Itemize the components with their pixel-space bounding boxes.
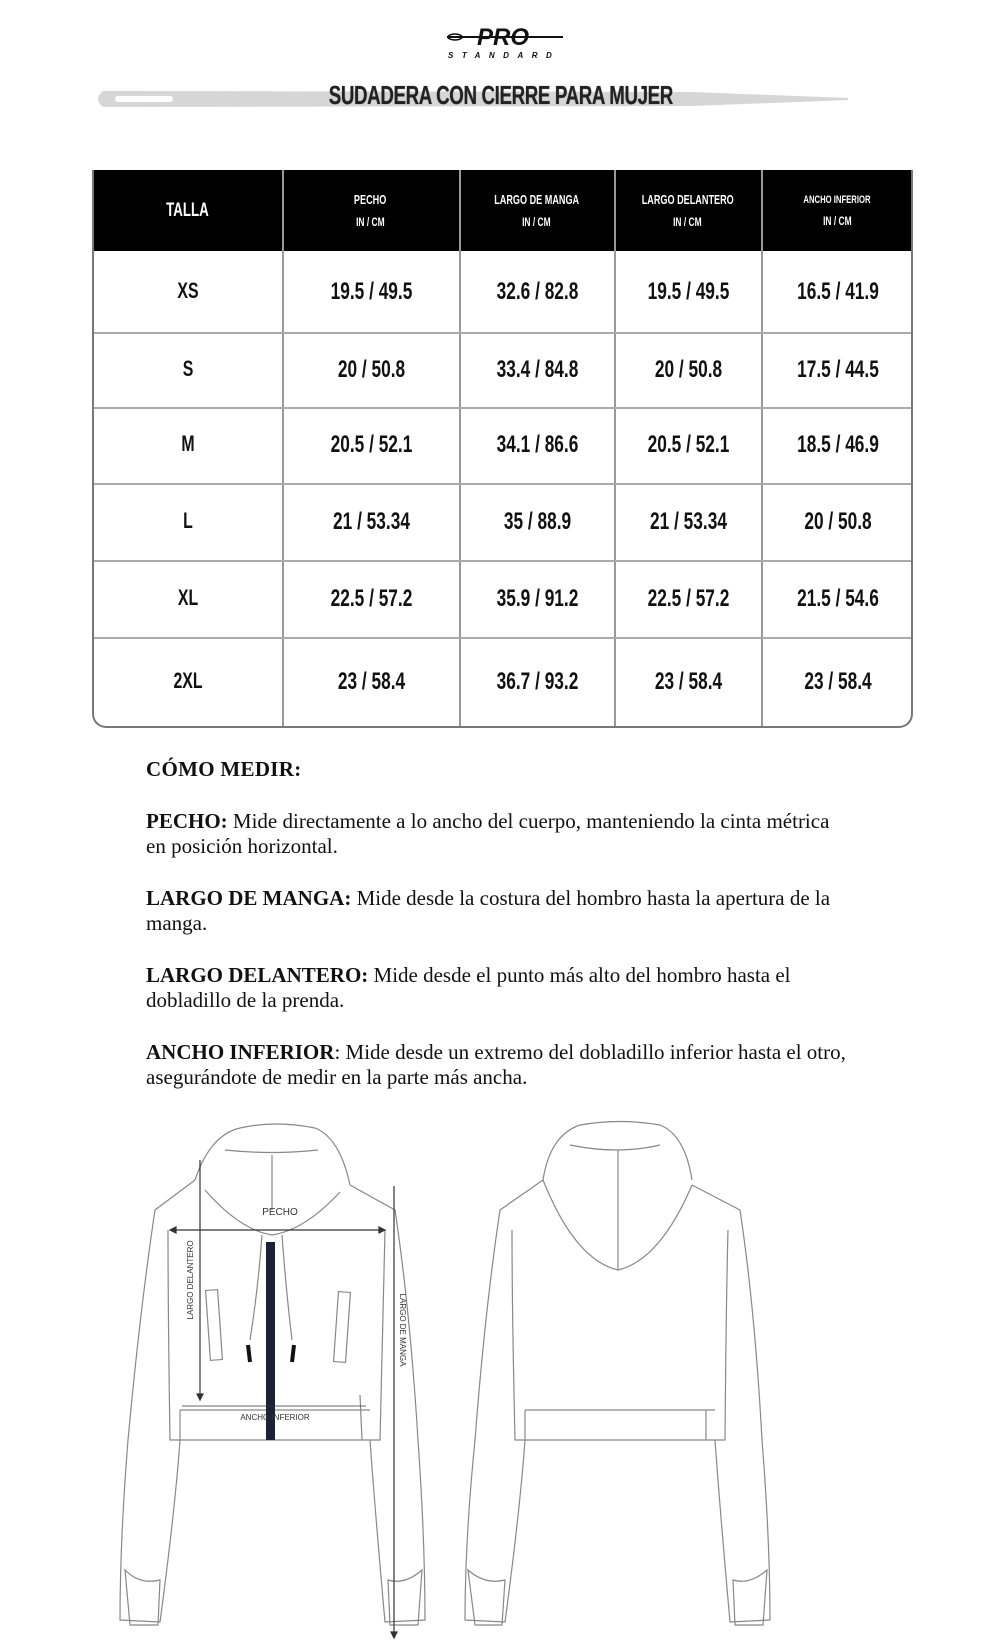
instruction-term: PECHO: <box>146 809 228 833</box>
value-cell-largo-manga: 34.1 / 86.6 <box>496 431 579 458</box>
size-cell: XL <box>177 584 199 610</box>
column-divider <box>761 170 763 728</box>
logo-subtext: STANDARD <box>448 51 561 60</box>
logo-text: PRO <box>476 24 530 51</box>
size-cell: XS <box>177 277 199 303</box>
label-pecho: PECHO <box>262 1207 298 1218</box>
value-cell-largo-delantero: 21 / 53.34 <box>650 507 727 535</box>
value-cell-pecho: 20 / 50.8 <box>337 355 406 383</box>
instruction-term: LARGO DELANTERO: <box>146 963 369 987</box>
row-divider <box>94 483 913 485</box>
value-cell-ancho-inferior: 17.5 / 44.5 <box>797 355 879 383</box>
value-cell-largo-manga: 36.7 / 93.2 <box>496 667 579 695</box>
row-divider <box>94 560 913 562</box>
instruction-term: LARGO DE MANGA: <box>146 886 352 910</box>
size-chart-table <box>92 170 913 728</box>
label-largo-manga: LARGO DE MANGA <box>398 1293 407 1367</box>
header-unit: IN / CM <box>822 213 852 228</box>
value-cell-pecho: 19.5 / 49.5 <box>330 277 413 305</box>
value-cell-pecho: 20.5 / 52.1 <box>330 431 413 458</box>
instruction-text: Mide directamente a lo ancho del cuerpo, manteniendo la cinta métrica en posición horizontal. <box>146 809 830 858</box>
header-ancho-inferior <box>761 170 913 251</box>
header-talla <box>92 170 282 251</box>
value-cell-ancho-inferior: 18.5 / 46.9 <box>797 431 879 458</box>
row-divider <box>94 407 913 409</box>
label-largo-delantero: LARGO DELANTERO <box>186 1240 195 1320</box>
value-cell-largo-manga: 32.6 / 82.8 <box>496 277 579 305</box>
page-title: SUDADERA CON CIERRE PARA MUJER <box>328 80 673 110</box>
hoodie-back-illustration <box>465 1122 770 1626</box>
instruction-ancho-inferior <box>146 1040 846 1090</box>
value-cell-largo-delantero: 22.5 / 57.2 <box>647 584 730 612</box>
instruction-pecho <box>146 809 846 859</box>
value-cell-largo-delantero: 20 / 50.8 <box>654 355 723 383</box>
column-divider <box>282 170 284 728</box>
value-cell-largo-manga: 35 / 88.9 <box>503 507 572 535</box>
hoodie-measurement-diagram <box>100 1110 820 1651</box>
header-pecho <box>282 170 459 251</box>
instruction-text: : Mide desde un extremo del dobladillo inferior hasta el otro, asegurándote de medir en la parte más ancha. <box>146 1040 846 1089</box>
instruction-largo-manga <box>146 886 846 936</box>
header-largo-delantero <box>614 170 761 251</box>
how-to-measure-section <box>146 757 846 1117</box>
size-cell: L <box>183 507 193 533</box>
value-cell-ancho-inferior: 23 / 58.4 <box>804 667 872 695</box>
header-unit: IN / CM <box>356 215 385 229</box>
value-cell-pecho: 22.5 / 57.2 <box>330 584 413 612</box>
header-label: TALLA <box>165 199 209 221</box>
header-label: ANCHO INFERIOR <box>803 193 871 206</box>
header-label: PECHO <box>354 192 387 207</box>
how-to-measure-heading: CÓMO MEDIR: <box>146 757 302 781</box>
size-cell: S <box>182 355 194 381</box>
header-largo-manga <box>459 170 614 251</box>
row-divider <box>94 637 913 639</box>
value-cell-largo-delantero: 20.5 / 52.1 <box>647 431 730 458</box>
value-cell-ancho-inferior: 21.5 / 54.6 <box>797 584 879 612</box>
value-cell-pecho: 21 / 53.34 <box>333 507 410 535</box>
zipper-icon <box>266 1242 275 1440</box>
value-cell-pecho: 23 / 58.4 <box>337 667 406 695</box>
instruction-text: Mide desde el punto más alto del hombro hasta el dobladillo de la prenda. <box>146 963 791 1012</box>
header-unit: IN / CM <box>673 215 702 229</box>
value-cell-ancho-inferior: 16.5 / 41.9 <box>797 277 879 305</box>
value-cell-largo-delantero: 19.5 / 49.5 <box>647 277 730 305</box>
size-cell: 2XL <box>173 667 203 693</box>
value-cell-largo-delantero: 23 / 58.4 <box>654 667 723 695</box>
header-unit: IN / CM <box>522 215 551 229</box>
value-cell-largo-manga: 33.4 / 84.8 <box>496 355 579 383</box>
value-cell-largo-manga: 35.9 / 91.2 <box>496 584 579 612</box>
row-divider <box>94 332 913 334</box>
instruction-term: ANCHO INFERIOR <box>146 1040 335 1064</box>
header-label: LARGO DELANTERO <box>641 192 734 207</box>
instruction-text: Mide desde la costura del hombro hasta la apertura de la manga. <box>146 886 831 935</box>
needle-logo-icon <box>445 22 565 52</box>
table-header <box>92 170 913 251</box>
size-cell: M <box>181 431 195 456</box>
column-divider <box>614 170 616 728</box>
header-label: LARGO DE MANGA <box>494 192 579 207</box>
instruction-largo-delantero <box>146 963 846 1013</box>
column-divider <box>459 170 461 728</box>
label-ancho-inferior: ANCHO INFERIOR <box>240 1413 310 1422</box>
value-cell-ancho-inferior: 20 / 50.8 <box>804 507 872 535</box>
